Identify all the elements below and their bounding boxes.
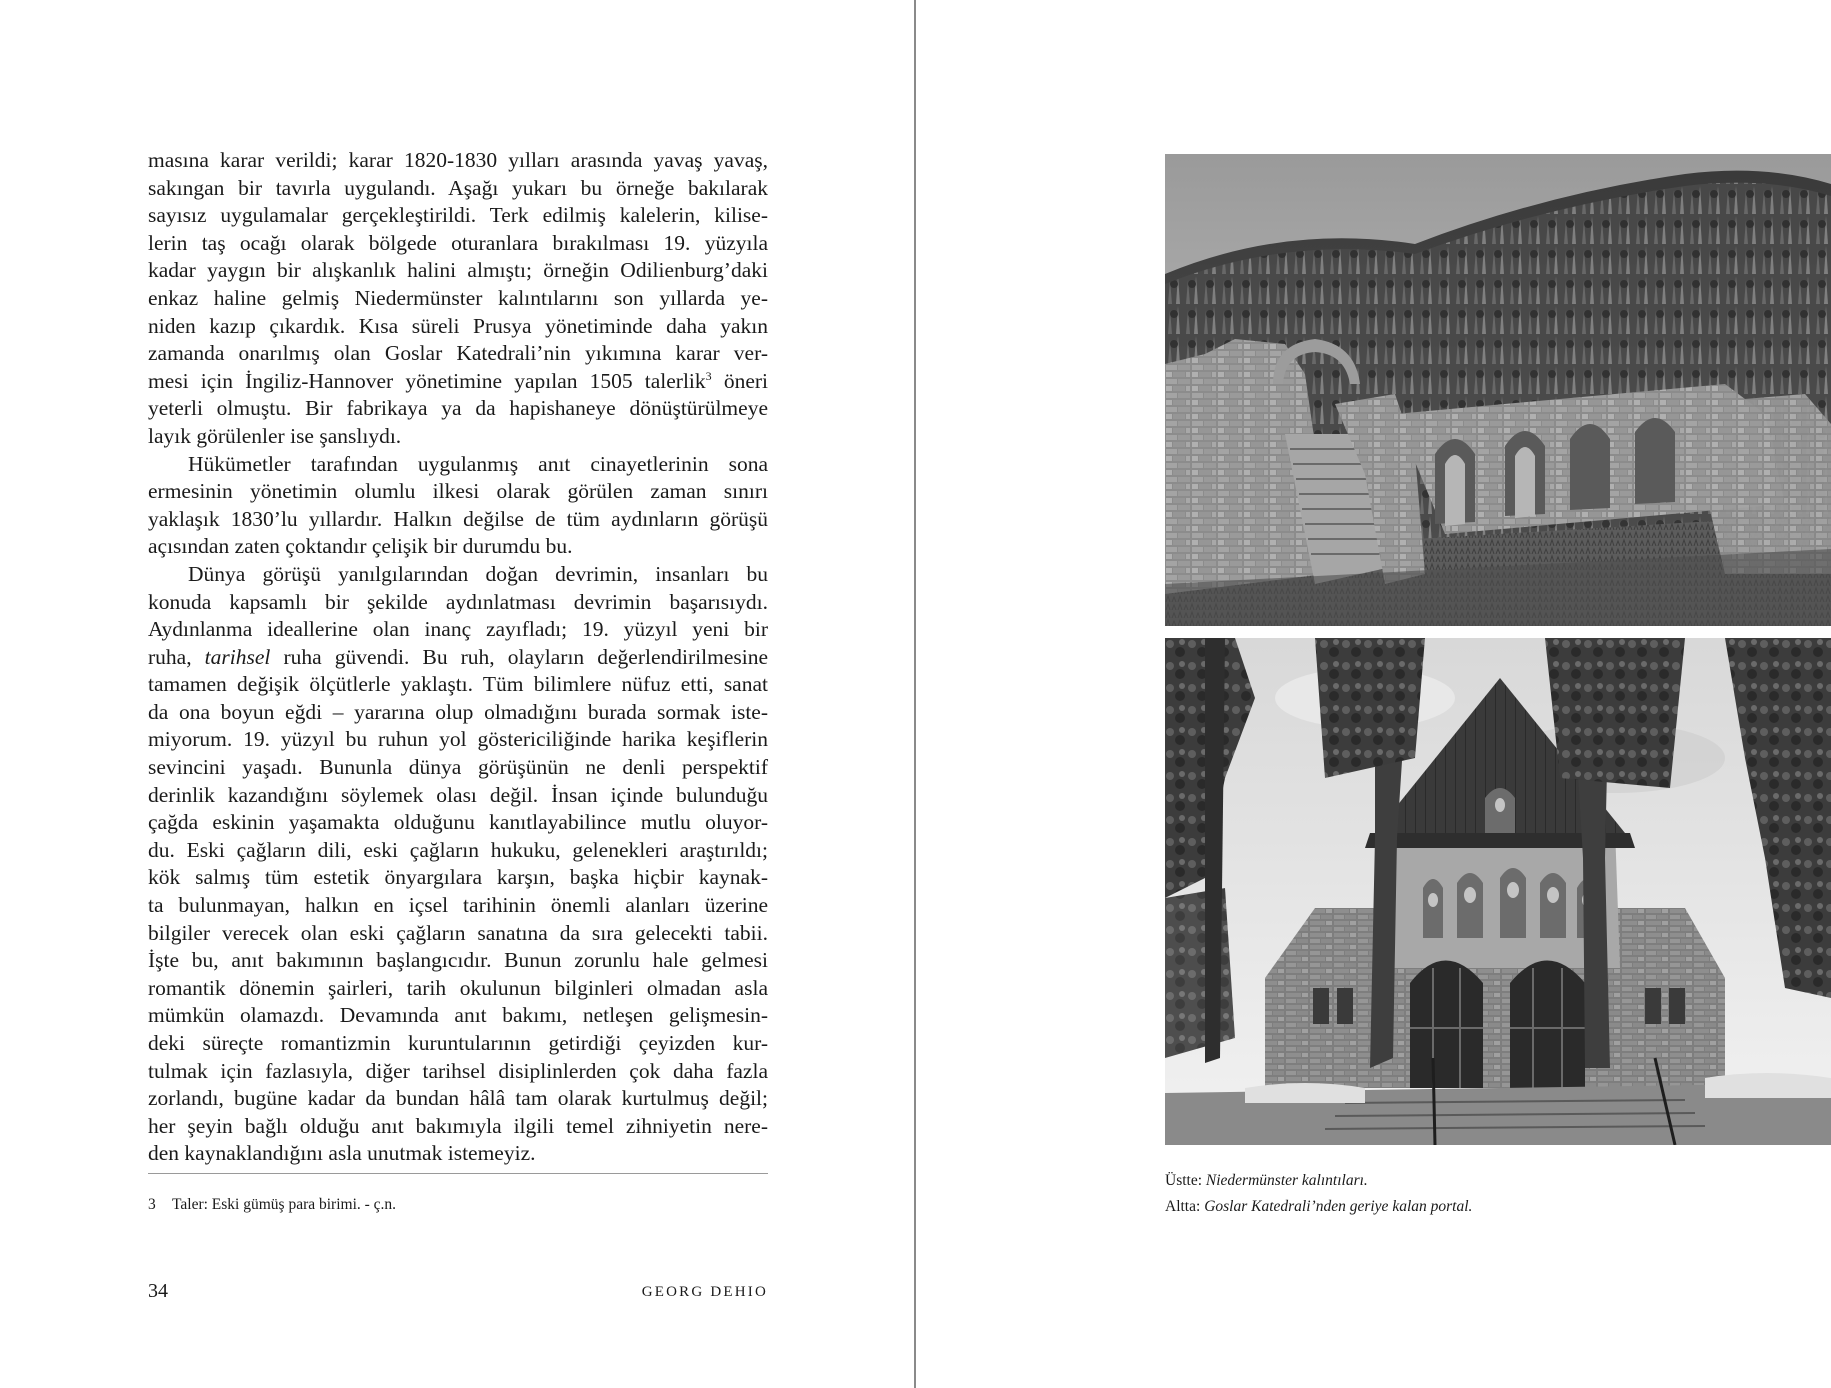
text-line-box — [148, 478, 768, 506]
gutter-line — [914, 0, 916, 1388]
text-line: ta bulunmayan, halkın en içsel tarihinin önemli alanları üzerine — [148, 893, 768, 918]
text-line-box — [148, 754, 768, 782]
text-line-box — [148, 1085, 768, 1113]
text-line: bilgiler verecek olan eski çağların sanatına da sıra gelecekti tabii. — [148, 920, 768, 945]
text-line: çağda eskinin yaşamakta olduğunu kanıtlayabilince mutlu oluyor- — [148, 810, 768, 835]
footnote-reference: 3 — [705, 368, 712, 383]
text-line-box — [148, 313, 768, 341]
photo-captions — [1165, 1168, 1765, 1220]
text-line: miyorum. 19. yüzyıl bu ruhun yol göstericiliğinde harika keşiflerin — [148, 727, 768, 752]
photo-niedermunster-ruins — [1165, 154, 1831, 626]
footnote-divider — [148, 1173, 768, 1174]
text-line-box — [148, 1030, 768, 1058]
body-text — [148, 147, 768, 1168]
footnote-number: 3 — [148, 1196, 156, 1213]
text-line: masına karar verildi; karar 1820-1830 yılları arasında yavaş yavaş, — [148, 148, 768, 172]
text-line-box — [148, 589, 768, 617]
text-line: layık görülenler ise şanslıydı. — [148, 423, 402, 448]
text-line-box — [148, 257, 768, 285]
text-line-box — [148, 782, 768, 810]
text-line-box — [148, 644, 768, 672]
page-number: 34 — [148, 1280, 168, 1302]
text-line-box — [148, 533, 768, 561]
text-line: konuda kapsamlı bir şekilde aydınlatması devrimin başarısıydı. — [148, 589, 768, 614]
text-line-box — [148, 1113, 768, 1141]
text-line: mümkün olamazdı. Devamında anıt bakımı, netleşen gelişmesin- — [148, 1003, 768, 1028]
text-line: du. Eski çağların dili, eski çağların hukuku, gelenekleri araştırıldı; — [148, 837, 768, 862]
text-line: mesi için İngiliz-Hannover yönetimine yapılan 1505 talerlik$^3$ öneri — [148, 368, 768, 393]
text-line: Hükümetler tarafından uygulanmış anıt cinayetlerinin sona — [188, 451, 768, 476]
text-line-box — [148, 368, 768, 396]
body-paragraph — [148, 561, 768, 1168]
text-line-box — [148, 616, 768, 644]
text-line-box — [148, 147, 768, 175]
text-line: zorlandı, bugüne kadar da bundan hâlâ tam olarak kurtulmuş değil; — [148, 1086, 768, 1111]
text-line-box — [148, 809, 768, 837]
text-line: kök salmış tüm estetik önyargılara karşın, başka hiçbir kaynak- — [148, 865, 768, 890]
text-line-box — [148, 920, 768, 948]
text-line-box — [148, 975, 768, 1003]
text-line: da ona boyun eğdi – yararına olup olmadığını burada sormak iste- — [148, 699, 768, 724]
text-line: Dünya görüşü yanılgılarından doğan devrimin, insanları bu — [188, 561, 768, 586]
text-line: derinlik kazandığını söylemek olası değil. İnsan içinde bulunduğu — [148, 782, 768, 807]
caption-top-label: Üstte: — [1165, 1172, 1203, 1189]
text-line: kadar yaygın bir alışkanlık halini almıştı; örneğin Odilienburg’daki — [148, 258, 768, 283]
body-paragraph — [148, 451, 768, 561]
text-line-box — [148, 423, 768, 451]
text-line-box — [148, 671, 768, 699]
text-line: sakıngan bir tavırla uygulandı. Aşağı yukarı bu örneğe bakılarak — [148, 175, 768, 200]
text-line-box — [148, 175, 768, 203]
running-head-author: GEORG DEHIO — [641, 1284, 768, 1300]
text-line-box — [148, 892, 768, 920]
text-line: İşte bu, anıt bakımının başlangıcıdır. Bunun zorunlu hale gelmesi — [148, 948, 768, 973]
text-line-box — [148, 1140, 768, 1168]
body-paragraph — [148, 147, 768, 451]
text-line: tulmak için fazlasıyla, diğer tarihsel disiplinlerden çok daha fazla — [148, 1058, 768, 1083]
text-line: tamamen değişik ölçütlerle yaklaştı. Tüm bilimlere nüfuz etti, sanat — [148, 672, 768, 697]
emphasis: tarihsel — [204, 644, 271, 669]
text-line-box — [148, 561, 768, 589]
text-line-box — [148, 699, 768, 727]
caption-bottom-text: Goslar Katedrali’nden geriye kalan portal. — [1204, 1198, 1473, 1215]
text-line: sevincini yaşadı. Bununla dünya görüşünün ne denli perspektif — [148, 755, 768, 780]
text-line: deki süreçte romantizmin kuruntularının getirdiği çeyizden kur- — [148, 1031, 768, 1055]
footnote-text: Taler: Eski gümüş para birimi. - ç.n. — [172, 1196, 397, 1213]
footnote — [148, 1195, 768, 1215]
caption-top — [1165, 1168, 1765, 1194]
text-line-box — [148, 340, 768, 368]
text-line: her şeyin bağlı olduğu anıt bakımıyla ilgili temel zihniyetin nere- — [148, 1113, 768, 1138]
text-line: yaklaşık 1830’lu yıllardır. Halkın değilse de tüm aydınların görüşü — [148, 506, 768, 531]
text-line-box — [148, 837, 768, 865]
text-line: zamanda onarılmış olan Goslar Katedrali’nin yıkımına karar ver- — [148, 341, 768, 366]
caption-top-text: Niedermünster kalıntıları. — [1205, 1172, 1368, 1189]
photo-goslar-cathedral-portal — [1165, 638, 1831, 1145]
text-line: ruha, tarihsel ruha güvendi. Bu ruh, olayların değerlendirilmesine — [148, 644, 769, 669]
text-line-box — [148, 395, 768, 423]
text-line-box — [148, 506, 768, 534]
text-line-box — [148, 1002, 768, 1030]
text-line-box — [148, 285, 768, 313]
text-line: sayısız uygulamalar gerçekleştirildi. Terk edilmiş kalelerin, kilise- — [148, 203, 768, 228]
text-line: romantik dönemin şairleri, tarih okulunun bilginleri olmadan asla — [148, 975, 768, 1000]
text-line-box — [148, 230, 768, 258]
text-line-box — [148, 726, 768, 754]
text-line-box — [148, 864, 768, 892]
text-line: ermesinin yönetimin olumlu ilkesi olarak görülen zaman sınırı — [148, 479, 768, 504]
text-line-box — [148, 451, 768, 479]
text-line-box — [148, 947, 768, 975]
caption-bottom — [1165, 1194, 1765, 1220]
left-page — [0, 0, 914, 1388]
text-line: Aydınlanma ideallerine olan inanç zayıfladı; 19. yüzyıl yeni bir — [148, 617, 768, 642]
text-line-box — [148, 1058, 768, 1086]
text-line: enkaz haline gelmiş Niedermünster kalıntılarını son yıllarda ye- — [148, 285, 768, 310]
text-line: lerin taş ocağı olarak bölgede oturanlara bırakılması 19. yüzyıla — [148, 230, 768, 255]
text-line-box — [148, 202, 768, 230]
text-line: niden kazıp çıkardık. Kısa süreli Prusya yönetiminde daha yakın — [148, 313, 768, 338]
text-line: açısından zaten çoktandır çelişik bir durumdu bu. — [148, 534, 573, 559]
text-line: den kaynaklandığını asla unutmak istemeyiz. — [148, 1141, 536, 1166]
caption-bottom-label: Altta: — [1165, 1198, 1201, 1215]
text-line: yeterli olmuştu. Bir fabrikaya ya da hapishaneye dönüştürülmeye — [148, 396, 768, 421]
